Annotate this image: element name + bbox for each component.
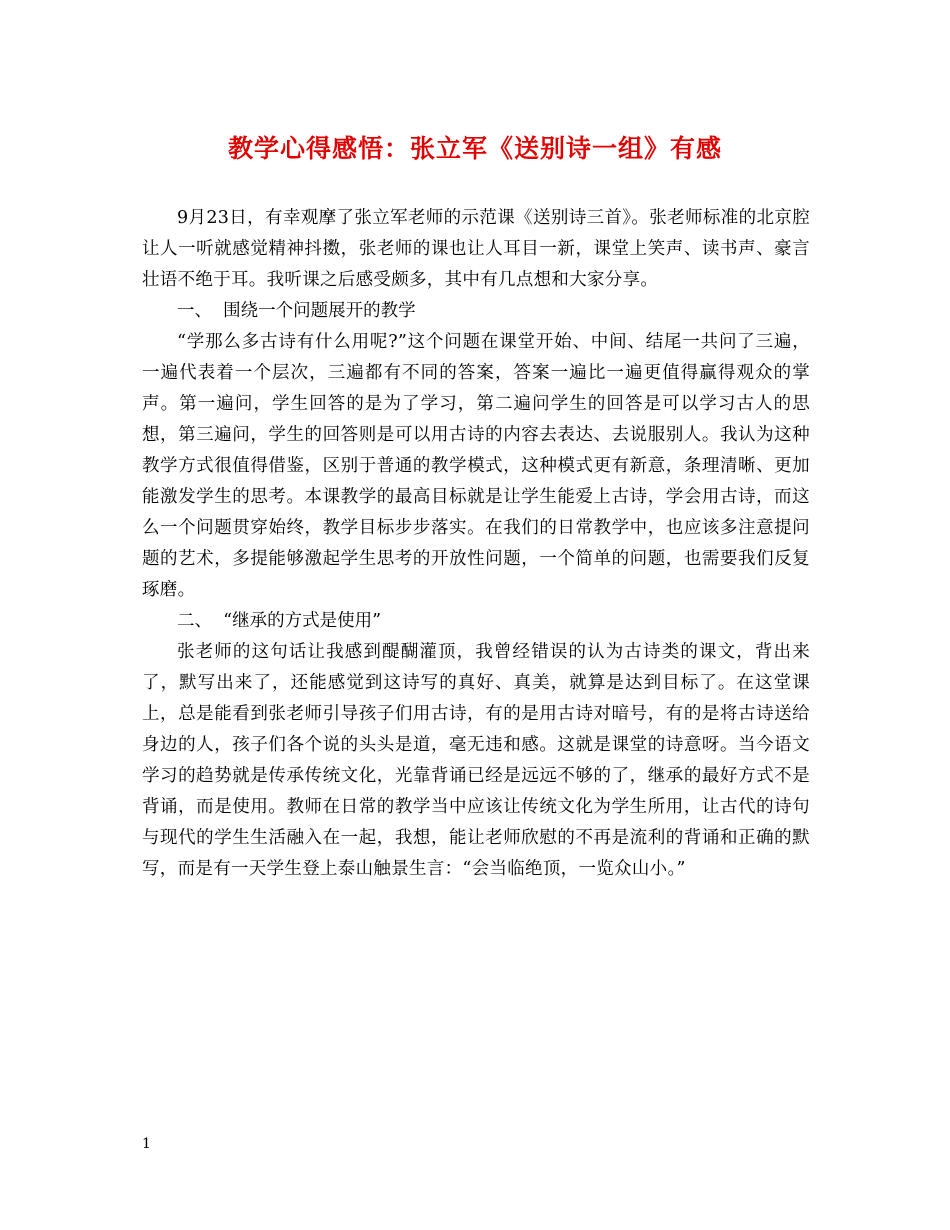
section-2-paragraph: 张老师的这句话让我感到醍醐灌顶，我曾经错误的认为古诗类的课文，背出来了，默写出来了，还能感觉到这诗写的真好、真美，就算是达到目标了。在这堂课上，总是能看到张老师引导孩子们用古诗，有的是用古诗对暗号，有的是将古诗送给身边的人，孩子们各个说的头头是道，毫无违和感。这就是课堂的诗意呀。当今语文学习的趋势就是传承传统文化，光靠背诵已经是远远不够的了，继承的最好方式不是背诵，而是使用。教师在日常的教学当中应该让传统文化为学生所用，让古代的诗句与现代的学生生活融入在一起，我想，能让老师欣慰的不再是流利的背诵和正确的默写，而是有一天学生登上泰山触景生言：“会当临绝顶，一览众山小。” bbox=[142, 642, 810, 879]
document-body bbox=[142, 203, 810, 885]
page-number: 1 bbox=[142, 1136, 151, 1152]
document-title: 教学心得感悟：张立军《送别诗一组》有感 bbox=[227, 134, 722, 163]
intro-paragraph: 9月23日，有幸观摩了张立军老师的示范课《送别诗三首》。张老师标准的北京腔让人一听就感觉精神抖擞，张老师的课也让人耳目一新，课堂上笑声、读书声、豪言壮语不绝于耳。我听课之后感受颇多，其中有几点想和大家分享。 bbox=[142, 208, 810, 290]
section-heading-2: 二、 “继承的方式是使用” bbox=[177, 611, 382, 631]
section-heading-1: 一、 围绕一个问题展开的教学 bbox=[177, 301, 416, 321]
section-1-paragraph: “学那么多古诗有什么用呢?”这个问题在课堂开始、中间、结尾一共问了三遍，一遍代表着一个层次，三遍都有不同的答案，答案一遍比一遍更值得赢得观众的掌声。第一遍问，学生回答的是为了学习，第二遍问学生的回答是可以学习古人的思想，第三遍问，学生的回答则是可以用古诗的内容去表达、去说服别人。我认为这种教学方式很值得借鉴，区别于普通的教学模式，这种模式更有新意，条理清晰、更加能激发学生的思考。本课教学的最高目标就是让学生能爱上古诗，学会用古诗，而这么一个问题贯穿始终，教学目标步步落实。在我们的日常教学中，也应该多注意提问题的艺术，多提能够激起学生思考的开放性问题，一个简单的问题，也需要我们反复琢磨。 bbox=[142, 332, 810, 600]
